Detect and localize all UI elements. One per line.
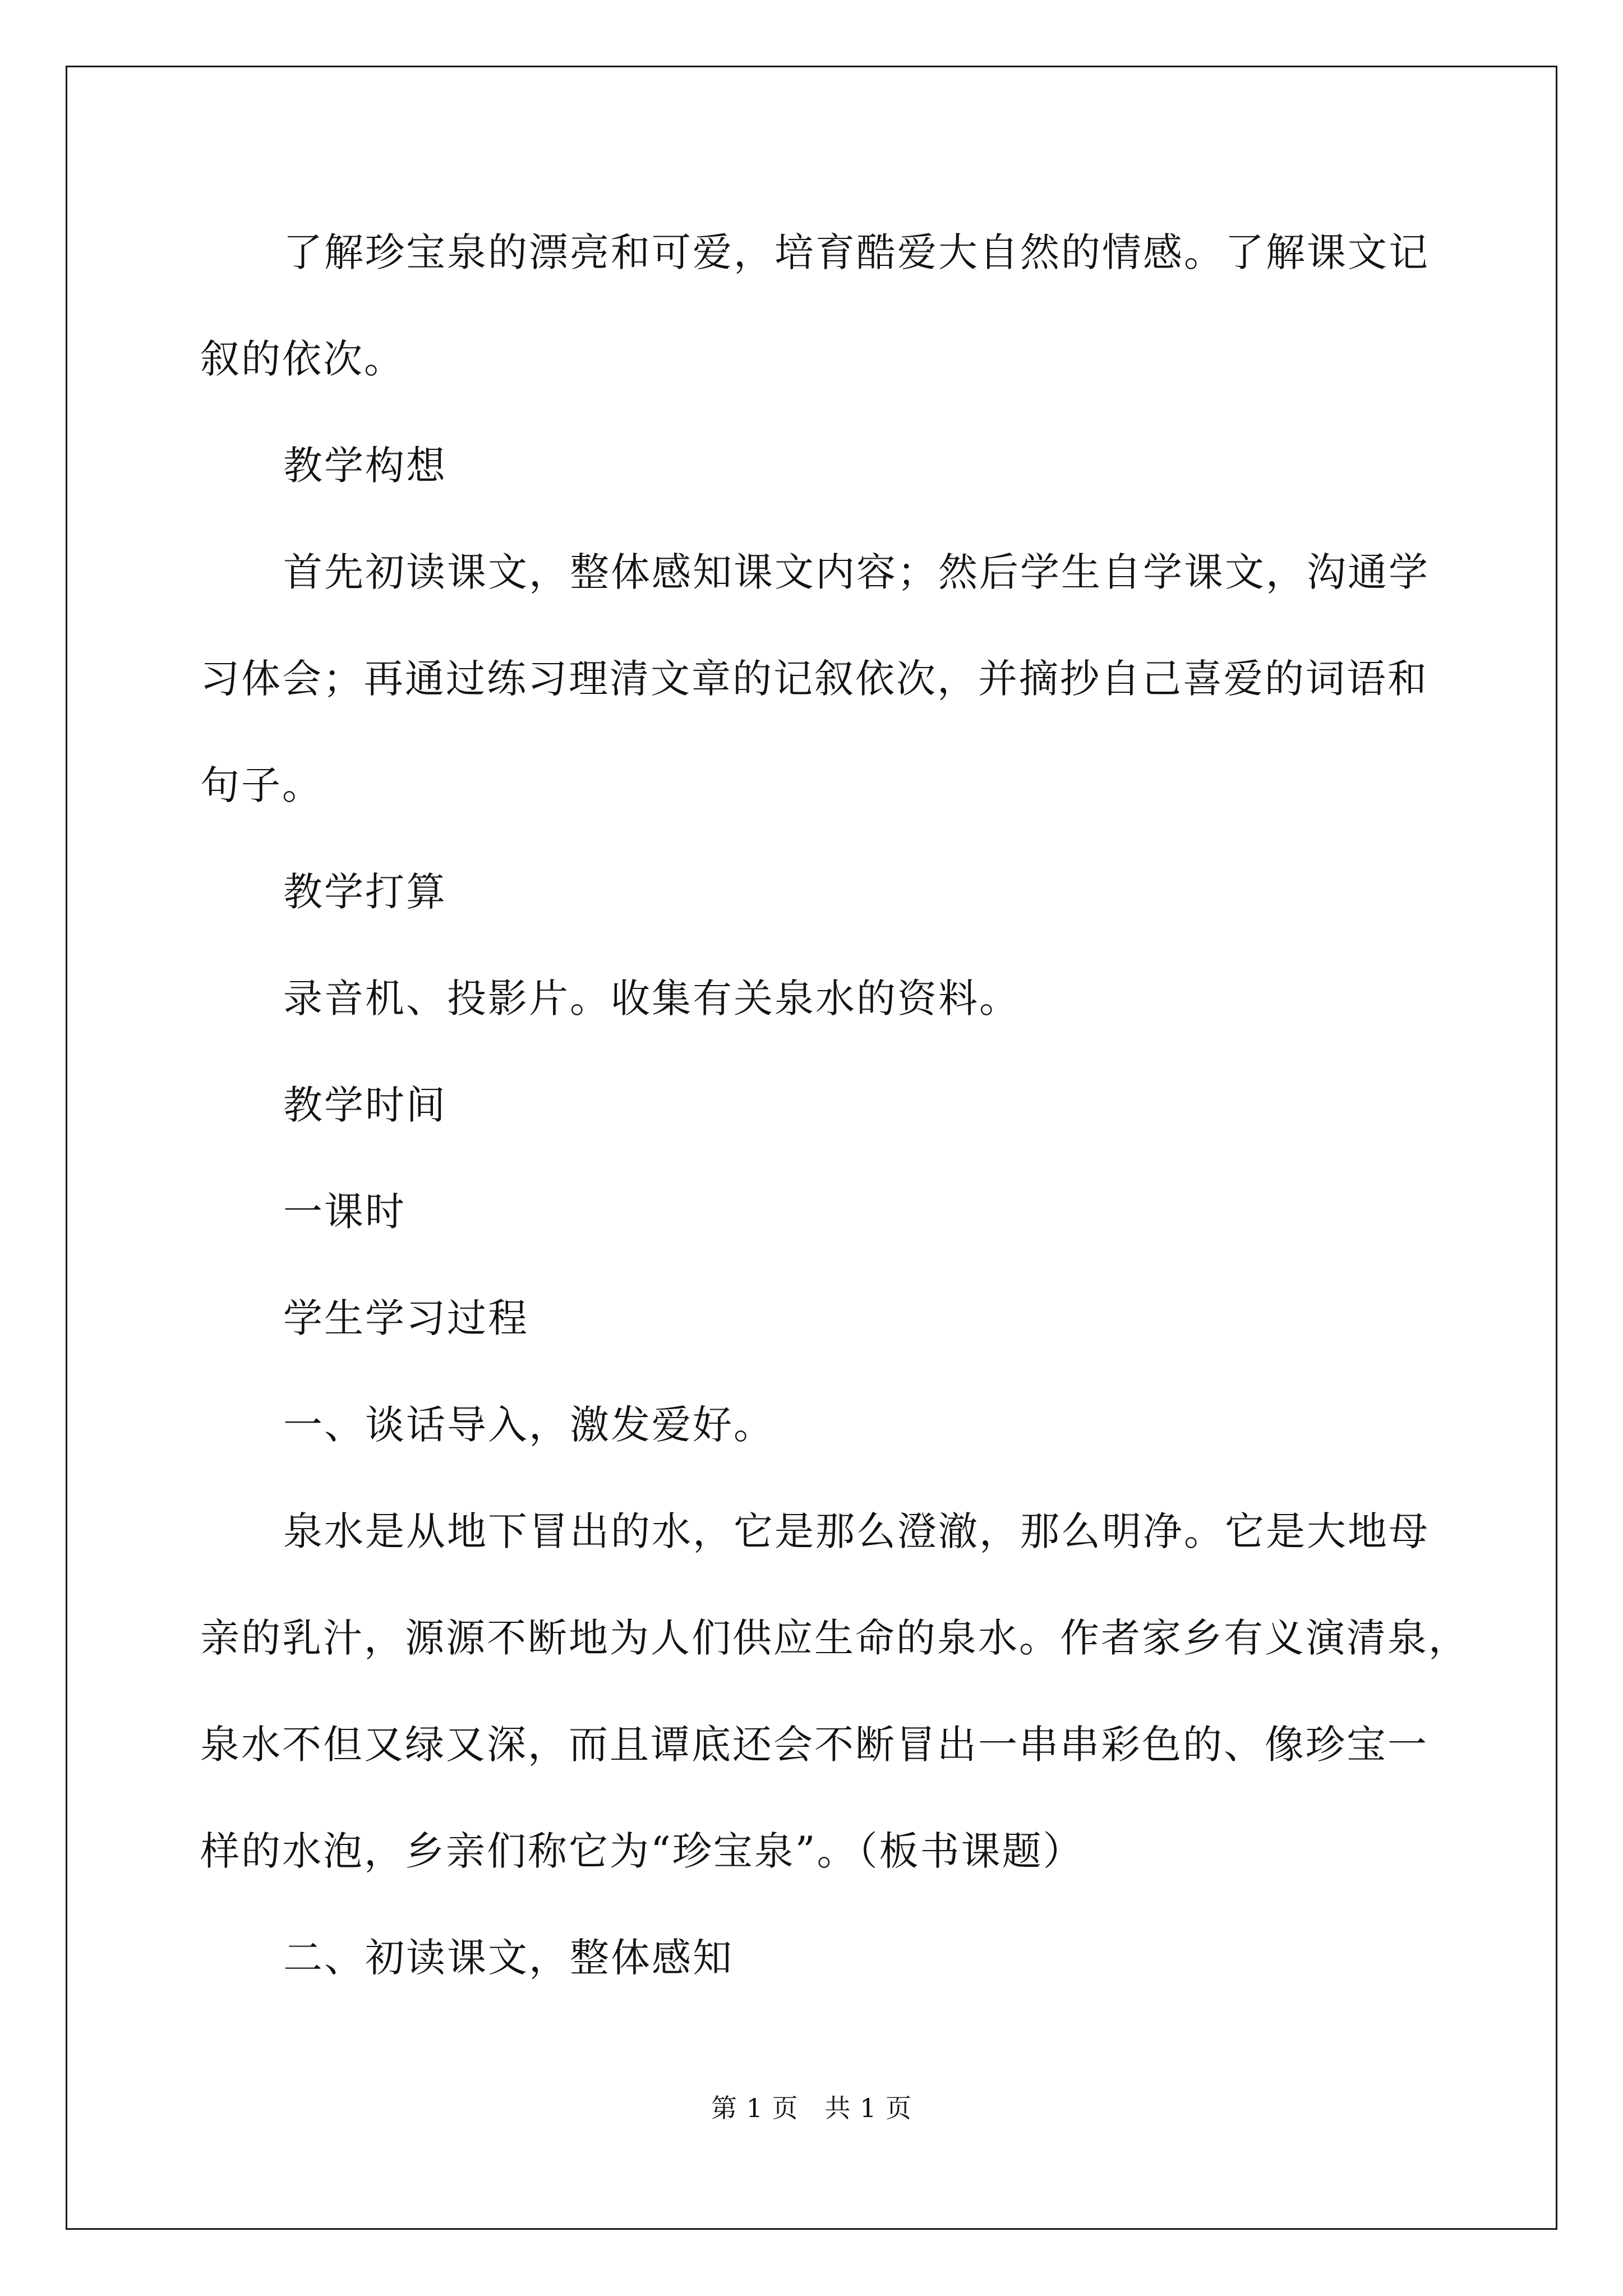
section-heading: 学生学习过程 bbox=[283, 1295, 529, 1341]
paragraph-line: 样的水泡，乡亲们称它为“珍宝泉”。（板书课题） bbox=[200, 1828, 1084, 1874]
paragraph-line: 一课时 bbox=[283, 1189, 406, 1235]
paragraph-line: 叙的依次。 bbox=[200, 336, 405, 382]
paragraph-line: 泉水不但又绿又深，而且谭底还会不断冒出一串串彩色的、像珍宝一 bbox=[200, 1722, 1428, 1768]
section-heading: 教学时间 bbox=[283, 1082, 447, 1128]
paragraph-line: 句子。 bbox=[200, 762, 323, 808]
section-heading: 一、谈话导入，激发爱好。 bbox=[283, 1402, 774, 1448]
paragraph-line: 泉水是从地下冒出的水，它是那么澄澈，那么明净。它是大地母 bbox=[283, 1508, 1430, 1554]
paragraph-line: 习体会；再通过练习理清文章的记叙依次，并摘抄自己喜爱的词语和 bbox=[200, 656, 1428, 702]
section-heading: 教学打算 bbox=[283, 869, 447, 915]
paragraph-line: 了解珍宝泉的漂亮和可爱，培育酷爱大自然的情感。了解课文记 bbox=[283, 229, 1430, 275]
paragraph-line: 首先初读课文，整体感知课文内容；然后学生自学课文，沟通学 bbox=[283, 549, 1430, 595]
page-number: 第 1 页 共 1 页 bbox=[711, 2093, 912, 2123]
section-heading: 二、初读课文，整体感知 bbox=[283, 1935, 734, 1981]
paragraph-line: 亲的乳汁，源源不断地为人们供应生命的泉水。作者家乡有义演清泉， bbox=[200, 1615, 1469, 1661]
section-heading: 教学构想 bbox=[283, 443, 447, 489]
page-border bbox=[66, 66, 1557, 2230]
paragraph-line: 录音机、投影片。收集有关泉水的资料。 bbox=[283, 976, 1020, 1022]
